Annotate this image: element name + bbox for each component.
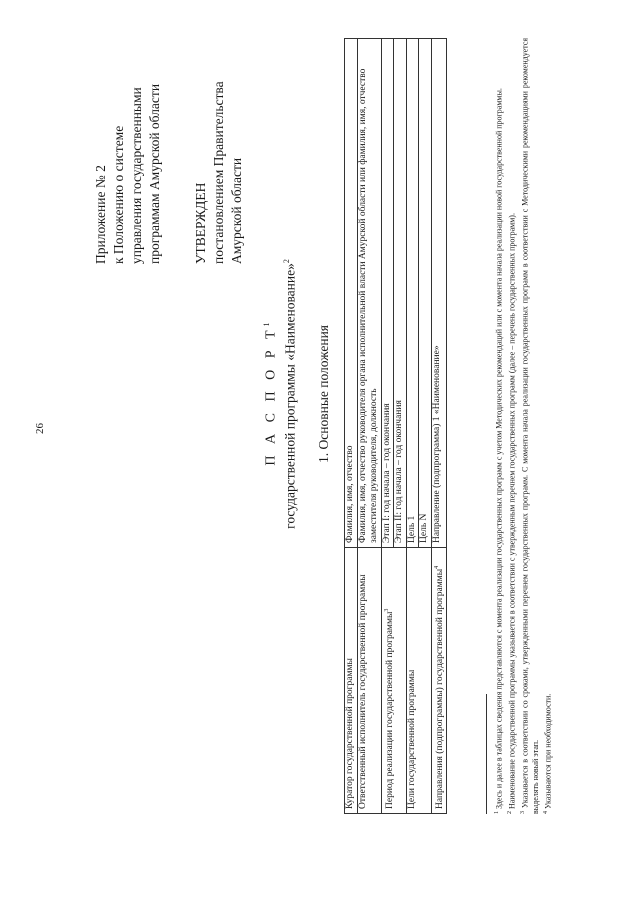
table-row (406, 39, 431, 814)
row-label: Цели государственной программы (406, 548, 431, 814)
footnote-divider (486, 694, 487, 814)
document-title (262, 134, 298, 654)
section-heading: 1. Основные положения (316, 325, 331, 463)
approval-line: постановлением Правительства (211, 81, 226, 264)
row-value: Фамилия, имя, отчество руководителя органа исполнительной власти Амурской области или фамилия, имя, отчество заместителя руководителя, должность (357, 39, 381, 548)
title-subtitle: государственной программы «Наименование» (282, 263, 298, 529)
footnotes (492, 38, 554, 814)
row-label: Ответственный исполнитель государственной программы (357, 548, 381, 814)
title-footnote-ref: 1 (262, 322, 271, 327)
footnote-ref: 3 (383, 608, 390, 612)
approval-line: к Положению о системе (111, 125, 126, 264)
row-value: Направление (подпрограмма) 1 «Наименование» (431, 39, 447, 548)
page-number: 26 (34, 423, 46, 434)
approved-label: УТВЕРЖДЕН (193, 182, 208, 264)
approval-block (92, 24, 246, 264)
row-label: Направления (подпрограммы) государственной программы$^4$ (431, 548, 447, 814)
table-row (431, 39, 447, 814)
row-label: Куратор государственной программы (345, 548, 358, 814)
table-row (357, 39, 381, 814)
footnote-ref: 4 (433, 565, 440, 569)
footnote: $^2$ Наименование государственной программы указывается в соответствии с утвержденным перечнем государственных программ (далее – перечень государственных программ). (506, 213, 517, 814)
footnote: $^4$ Указываются при необходимости. (542, 693, 553, 814)
approval-line: Амурской области (229, 157, 244, 264)
approval-line: программам Амурской области (147, 83, 162, 264)
appendix-label: Приложение № 2 (93, 165, 108, 264)
row-value: Фамилия, имя, отчество (345, 39, 358, 548)
table-row (381, 39, 406, 814)
subtitle-footnote-ref: 2 (281, 259, 291, 264)
row-label: Период реализации государственной программы$^3$ (381, 548, 406, 814)
title-main: П А С П О Р Т (263, 326, 279, 466)
passport-table (344, 38, 447, 814)
footnote: $^3$ Указывается в соответствии со сроками, утвержденными перечнем государственных программ. С момента начала реализации государственных программ в соответствии с Методическими рекомендациями рекомендуется выделять новый этап. (519, 38, 540, 814)
approval-line: управления государственными (129, 87, 144, 264)
footnote: $^1$ Здесь и далее в таблицах сведения представляются с момента реализации государственных программ с учетом Методических рекомендаций или с момента начала реализации новой государственной программы. (494, 88, 504, 814)
row-value: Цель 1 Цель N (406, 39, 431, 548)
table-row (345, 39, 358, 814)
row-value: Этап I: год начала – год окончания Этап II: год начала – год окончания (381, 39, 406, 548)
